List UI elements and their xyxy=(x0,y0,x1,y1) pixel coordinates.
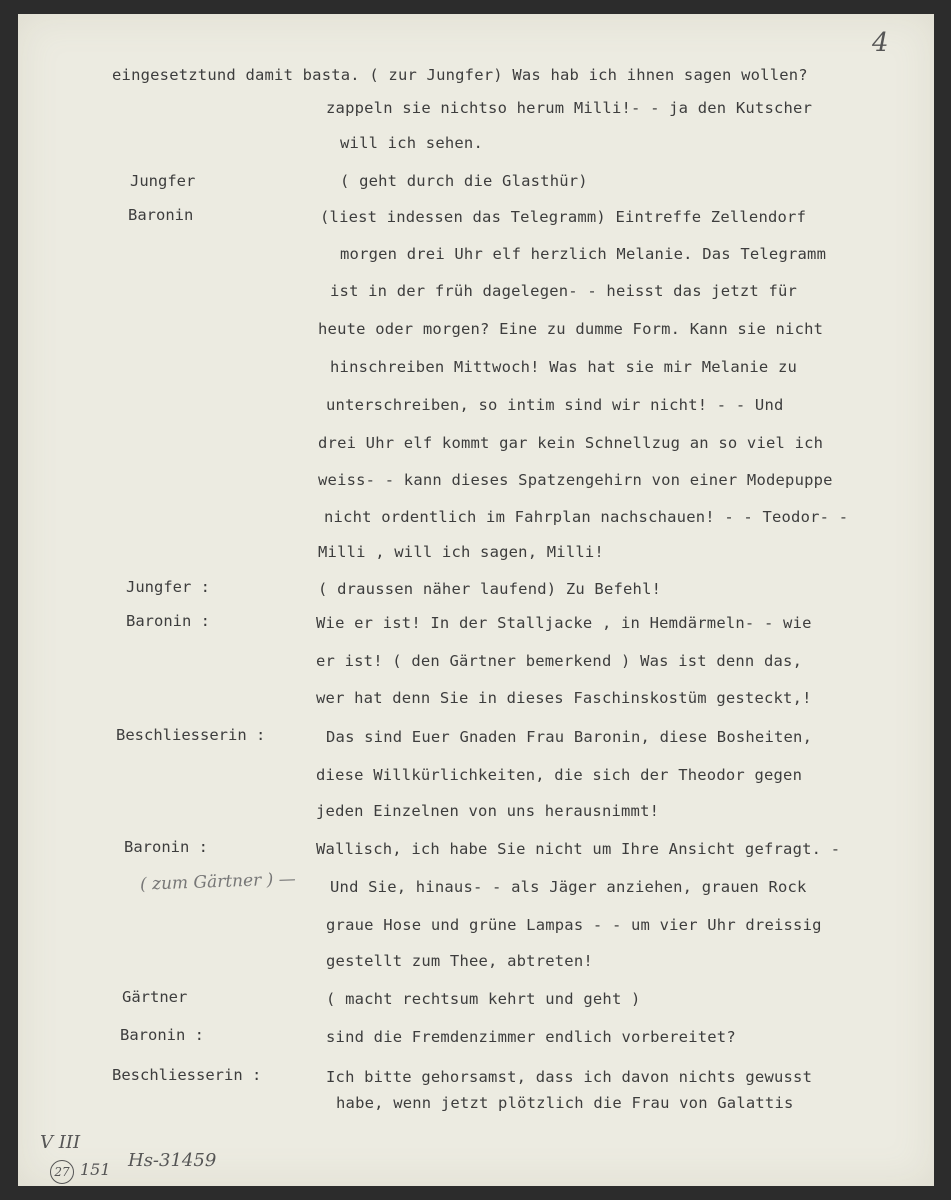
text-line: er ist! ( den Gärtner bemerkend ) Was ist denn das, xyxy=(316,652,803,670)
text-line: Und Sie, hinaus- - als Jäger anziehen, grauen Rock xyxy=(330,878,807,896)
speaker-name: Gärtner xyxy=(122,988,188,1006)
speaker-name: Baronin : xyxy=(126,612,210,630)
handwritten-note: ( zum Gärtner ) — xyxy=(139,869,297,895)
speaker-name: Baronin : xyxy=(124,838,208,856)
text-line: ( geht durch die Glasthür) xyxy=(340,172,588,190)
text-line: drei Uhr elf kommt gar kein Schnellzug an so viel ich xyxy=(318,434,824,452)
text-line: unterschreiben, so intim sind wir nicht! - - Und xyxy=(326,396,784,414)
page-number: 4 xyxy=(872,28,889,58)
text-line: will ich sehen. xyxy=(340,134,483,152)
text-line: Wie er ist! In der Stalljacke , in Hemdärmeln- - wie xyxy=(316,614,812,632)
text-line: wer hat denn Sie in dieses Faschinskostüm gesteckt,! xyxy=(316,689,812,707)
text-line: Ich bitte gehorsamst, dass ich davon nichts gewusst xyxy=(326,1068,813,1086)
archive-signature: Hs-31459 xyxy=(128,1150,217,1171)
text-line: morgen drei Uhr elf herzlich Melanie. Das Telegramm xyxy=(340,245,827,263)
speaker-name: Baronin xyxy=(128,206,194,224)
text-line: diese Willkürlichkeiten, die sich der Theodor gegen xyxy=(316,766,803,784)
text-line: graue Hose und grüne Lampas - - um vier Uhr dreissig xyxy=(326,916,822,934)
text-line: gestellt zum Thee, abtreten! xyxy=(326,952,593,970)
archive-circled-number: 27 xyxy=(50,1160,74,1184)
text-line: ist in der früh dagelegen- - heisst das jetzt für xyxy=(330,282,798,300)
archive-volume: V III xyxy=(40,1132,81,1153)
text-line: jeden Einzelnen von uns herausnimmt! xyxy=(316,802,660,820)
text-line: nicht ordentlich im Fahrplan nachschauen! - - Teodor- - xyxy=(324,508,849,526)
text-line: sind die Fremdenzimmer endlich vorbereitet? xyxy=(326,1028,736,1046)
speaker-name: Beschliesserin : xyxy=(116,726,266,744)
text-line: habe, wenn jetzt plötzlich die Frau von Galattis xyxy=(336,1094,794,1112)
text-line: hinschreiben Mittwoch! Was hat sie mir Melanie zu xyxy=(330,358,798,376)
text-line: zappeln sie nichtso herum Milli!- - ja den Kutscher xyxy=(326,99,813,117)
text-line: ( macht rechtsum kehrt und geht ) xyxy=(326,990,641,1008)
speaker-name: Jungfer xyxy=(130,172,196,190)
text-line: ( draussen näher laufend) Zu Befehl! xyxy=(318,580,662,598)
text-line: eingesetztund damit basta. ( zur Jungfer) Was hab ich ihnen sagen wollen? xyxy=(112,66,808,84)
speaker-name: Baronin : xyxy=(120,1026,204,1044)
text-line: (liest indessen das Telegramm) Eintreffe Zellendorf xyxy=(320,208,807,226)
archive-folio: 151 xyxy=(80,1160,111,1179)
text-line: weiss- - kann dieses Spatzengehirn von einer Modepuppe xyxy=(318,471,833,489)
speaker-name: Jungfer : xyxy=(126,578,210,596)
text-line: Milli , will ich sagen, Milli! xyxy=(318,543,604,561)
text-line: heute oder morgen? Eine zu dumme Form. Kann sie nicht xyxy=(318,320,824,338)
speaker-name: Beschliesserin : xyxy=(112,1066,262,1084)
text-line: Wallisch, ich habe Sie nicht um Ihre Ansicht gefragt. - xyxy=(316,840,841,858)
text-line: Das sind Euer Gnaden Frau Baronin, diese Bosheiten, xyxy=(326,728,813,746)
